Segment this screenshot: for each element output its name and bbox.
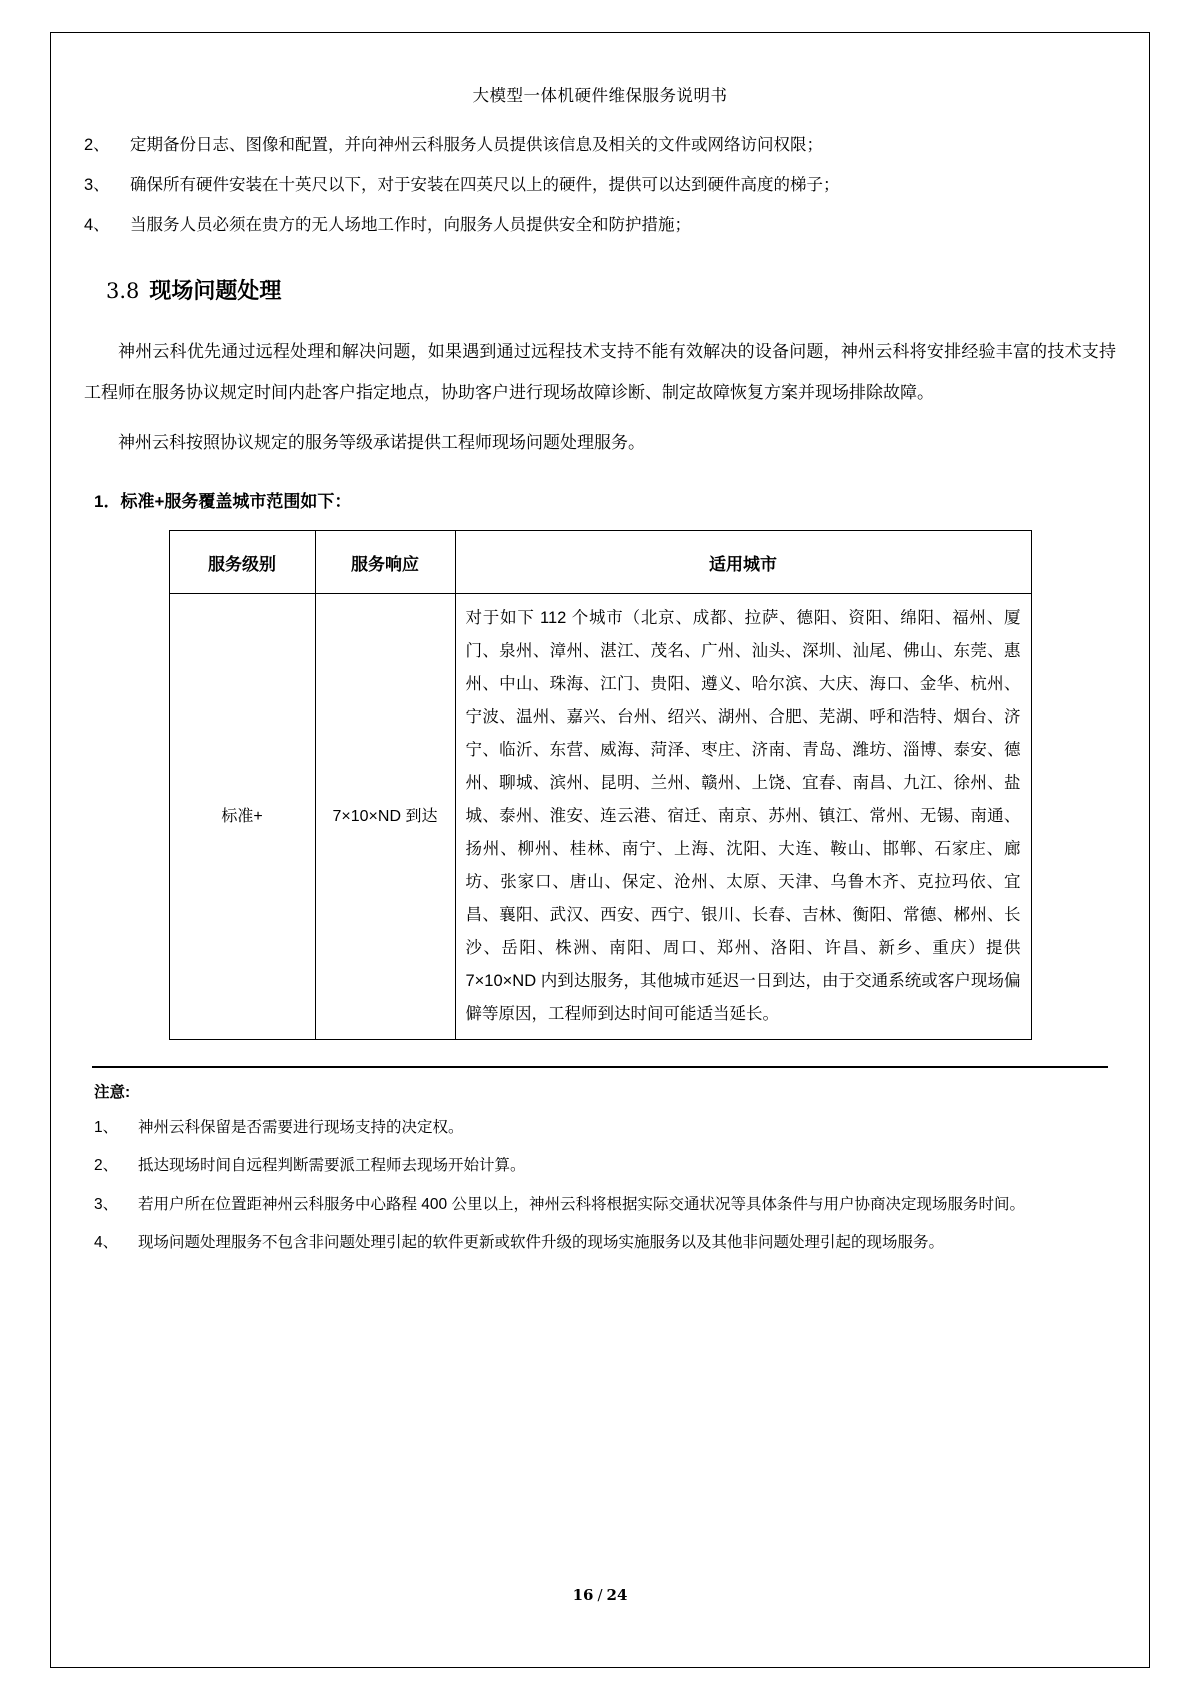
page-separator: / <box>597 1586 603 1604</box>
notice-item-marker: 4、 <box>94 1233 119 1251</box>
section-heading <box>106 274 1116 305</box>
list-item-text: 确保所有硬件安装在十英尺以下，对于安装在四英尺以上的硬件，提供可以达到硬件高度的梯子； <box>130 176 840 195</box>
service-coverage-table <box>169 530 1032 1040</box>
section-title: 现场问题处理 <box>149 277 282 303</box>
notice-title: 注意: <box>94 1084 131 1102</box>
table-row <box>169 594 1031 1040</box>
list-item <box>84 212 1116 239</box>
notice-list-item <box>84 1229 1116 1256</box>
cell-service-response: 7×10×ND 到达 <box>315 594 455 1040</box>
column-header-service-response: 服务响应 <box>315 531 455 594</box>
document-header-title: 大模型一体机硬件维保服务说明书 <box>472 86 728 105</box>
notice-item-marker: 3、 <box>94 1195 119 1213</box>
notice-item-text: 现场问题处理服务不包含非问题处理引起的软件更新或软件升级的现场实施服务以及其他非问题处理引起的现场服务。 <box>138 1233 945 1251</box>
notice-item-marker: 1、 <box>94 1119 119 1137</box>
section-paragraph-2: 神州云科按照协议规定的服务等级承诺提供工程师现场问题处理服务。 <box>118 432 645 452</box>
table-header-row <box>169 531 1031 594</box>
list-item-text: 定期备份日志、图像和配置，并向神州云科服务人员提供该信息及相关的文件或网络访问权限； <box>130 136 823 154</box>
current-page-number: 16 <box>572 1586 594 1604</box>
notice-item-text: 神州云科保留是否需要进行现场支持的决定权。 <box>138 1119 464 1137</box>
notice-item-text: 抵达现场时间自远程判断需要派工程师去现场开始计算。 <box>138 1157 526 1175</box>
list-item-marker: 3、 <box>84 176 110 195</box>
cell-applicable-cities: 对于如下 112 个城市（北京、成都、拉萨、德阳、资阳、绵阳、福州、厦门、泉州、漳州、湛江、茂名、广州、汕头、深圳、汕尾、佛山、东莞、惠州、中山、珠海、江门、贵阳、遵义、哈尔滨、大庆、海口、金华、杭州、宁波、温州、嘉兴、台州、绍兴、湖州、合肥、芜湖、呼和浩特、烟台、济宁、临沂、东营、威海、菏泽、枣庄、济南、青岛、潍坊、淄博、泰安、德州、聊城、滨州、昆明、兰州、赣州、上饶、宜春、南昌、九江、徐州、盐城、泰州、淮安、连云港、宿迁、南京、苏州、镇江、常州、无锡、南通、扬州、柳州、桂林、南宁、上海、沈阳、大连、鞍山、邯郸、石家庄、廊坊、张家口、唐山、保定、沧州、太原、天津、乌鲁木齐、克拉玛依、宜昌、襄阳、武汉、西安、西宁、银川、长春、吉林、衡阳、常德、郴州、长沙、岳阳、株洲、南阳、周口、郑州、洛阳、许昌、新乡、重庆）提供 7×10×ND 内到达服务，其他城市延迟一日到达，由于交通系统或客户现场偏僻等原因，工程师到达时间可能适当延长。 <box>455 594 1031 1040</box>
list-item-marker: 4、 <box>84 216 110 235</box>
section-paragraph-1: 神州云科优先通过远程处理和解决问题，如果遇到通过远程技术支持不能有效解决的设备问题，神州云科将安排经验丰富的技术支持工程师在服务协议规定时间内赴客户指定地点，协助客户进行现场故障诊断、制定故障恢复方案并现场排除故障。 <box>84 341 1116 403</box>
notice-item-marker: 2、 <box>94 1157 119 1175</box>
list-item <box>84 172 1116 199</box>
page-content <box>84 60 1116 1648</box>
column-header-service-level: 服务级别 <box>169 531 315 594</box>
table-caption: 1．标准+服务覆盖城市范围如下： <box>94 492 352 512</box>
page-footer <box>84 1586 1116 1604</box>
notice-divider <box>92 1066 1108 1068</box>
notice-item-text: 若用户所在位置距神州云科服务中心路程 400 公里以上，神州云科将根据实际交通状况等具体条件与用户协商决定现场服务时间。 <box>138 1195 1025 1213</box>
cell-service-level: 标准+ <box>169 594 315 1040</box>
list-item-text: 当服务人员必须在贵方的无人场地工作时，向服务人员提供安全和防护措施； <box>130 216 691 235</box>
notice-list-item <box>84 1191 1116 1218</box>
list-item <box>84 132 1116 159</box>
column-header-applicable-cities: 适用城市 <box>455 531 1031 594</box>
list-item-marker: 2、 <box>84 136 110 154</box>
section-number: 3.8 <box>106 278 140 303</box>
notice-list-item <box>84 1152 1116 1179</box>
notice-list-item <box>84 1114 1116 1141</box>
total-page-count: 24 <box>606 1586 628 1604</box>
requirements-list <box>84 132 1116 240</box>
